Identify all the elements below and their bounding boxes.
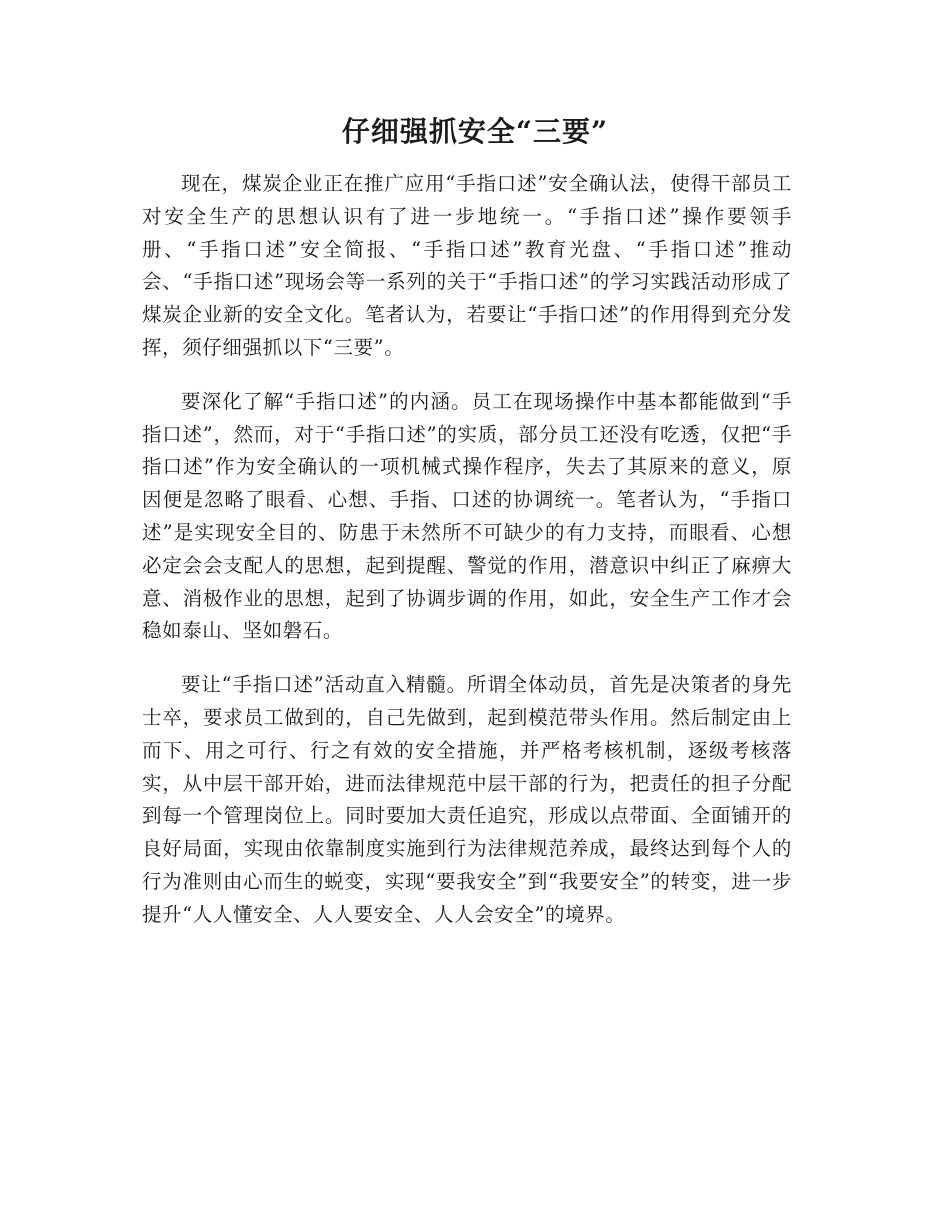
document-title: 仔细强抓安全“三要” <box>341 115 609 148</box>
paragraph-1: 现在，煤炭企业正在推广应用“手指口述”安全确认法，使得干部员工对安全生产的思想认识有了进一步地统一。“手指口述”操作要领手册、“手指口述”安全简报、“手指口述”教育光盘、“手指口述”推动会、“手指口述”现场会等一系列的关于“手指口述”的学习实践活动形成了煤炭企业新的安全文化。笔者认为，若要让“手指口述”的作用得到充分发挥，须仔细强抓以下“三要”。 <box>142 172 792 359</box>
paragraph-3: 要让“手指口述”活动直入精髓。所谓全体动员，首先是决策者的身先士卒，要求员工做到的，自己先做到，起到模范带头作用。然后制定由上而下、用之可行、行之有效的安全措施，并严格考核机制，逐级考核落实，从中层干部开始，进而法律规范中层干部的行为，把责任的担子分配到每一个管理岗位上。同时要加大责任追究，形成以点带面、全面铺开的良好局面，实现由依靠制度实施到行为法律规范养成，最终达到每个人的行为准则由心而生的蜕变，实现“要我安全”到“我要安全”的转变，进一步提升“人人懂安全、人人要安全、人人会安全”的境界。 <box>142 673 792 926</box>
document-body <box>142 168 792 953</box>
paragraph-2: 要深化了解“手指口述”的内涵。员工在现场操作中基本都能做到“手指口述”，然而，对于“手指口述”的实质，部分员工还没有吃透，仅把“手指口述”作为安全确认的一项机械式操作程序，失去了其原来的意义，原因便是忽略了眼看、心想、手指、口述的协调统一。笔者认为，“手指口述”是实现安全目的、防患于未然所不可缺少的有力支持，而眼看、心想必定会会支配人的思想，起到提醒、警觉的作用，潜意识中纠正了麻痹大意、消极作业的思想，起到了协调步调的作用，如此，安全生产工作才会稳如泰山、坚如磐石。 <box>142 389 792 643</box>
